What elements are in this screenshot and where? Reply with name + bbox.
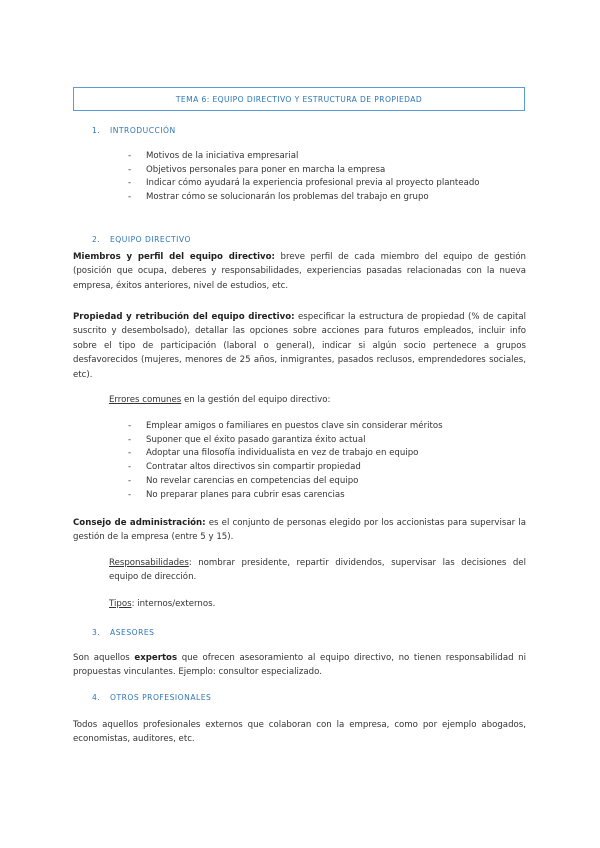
list-item: - Mostrar cómo se solucionarán los problemas del trabajo en grupo	[128, 191, 480, 205]
section-title: OTROS PROFESIONALES	[110, 693, 212, 702]
list-item: - Emplear amigos o familiares en puestos clave sin considerar méritos	[128, 420, 443, 434]
text-responsabilidades: : nombrar presidente, repartir dividendos, supervisar las decisiones del equipo de dirección.	[109, 558, 526, 583]
text-miembros: breve perfil de cada miembro del equipo de gestión (posición que ocupa, deberes y responsabilidades, experiencias pasadas relacionadas con la nueva empresa, éxitos anteriores, nivel de estudios, etc.	[73, 252, 526, 291]
list-item: - Objetivos personales para poner en marcha la empresa	[128, 164, 480, 178]
term-errores: Errores comunes	[109, 395, 182, 405]
text-consejo: es el conjunto de personas elegido por los accionistas para supervisar la gestión de la empresa (entre 5 y 15).	[73, 518, 526, 543]
section-number: 4.	[92, 693, 101, 702]
list-item: - Indicar cómo ayudará la experiencia profesional previa al proyecto planteado	[128, 177, 480, 191]
text-propiedad: especificar la estructura de propiedad (% de capital suscrito y desembolsado), detallar las opciones sobre acciones para futuros empleados, incluir info sobre el tipo de participación (laboral o general), indicar si algún socio pertenece a grupos desfavorecidos (mujeres, menores de 25 años, inmigrantes, pasados reclusos, emprendedores sociales, etc).	[73, 312, 526, 380]
paragraph-consejo	[73, 516, 526, 545]
section-heading-otros-profesionales	[92, 693, 211, 702]
paragraph-propiedad	[73, 310, 526, 382]
term-responsabilidades: Responsabilidades	[109, 558, 189, 568]
text-asesores-b: que ofrecen asesoramiento al equipo directivo, no tienen responsabilidad ni propuestas vinculantes. Ejemplo: consultor especializado.	[73, 653, 527, 678]
intro-list	[128, 150, 480, 205]
paragraph-responsabilidades	[109, 556, 526, 585]
paragraph-asesores	[73, 651, 526, 680]
section-heading-introduccion	[92, 126, 176, 135]
term-miembros: Miembros y perfil del equipo directivo:	[73, 252, 275, 262]
document-title: TEMA 6: EQUIPO DIRECTIVO Y ESTRUCTURA DE PROPIEDAD	[175, 94, 423, 104]
paragraph-errores	[109, 393, 526, 407]
section-heading-asesores	[92, 628, 155, 637]
section-title: EQUIPO DIRECTIVO	[110, 235, 191, 244]
document-title-box	[73, 87, 525, 111]
text-otros: Todos aquellos profesionales externos que colaboran con la empresa, como por ejemplo abogados, economistas, auditores, etc.	[73, 720, 526, 745]
list-item: - No preparar planes para cubrir esas carencias	[128, 489, 443, 503]
section-title: INTRODUCCIÓN	[110, 126, 176, 135]
term-expertos: expertos	[134, 653, 178, 663]
term-tipos: Tipos	[109, 599, 132, 609]
paragraph-tipos	[109, 597, 526, 611]
list-item: - Contratar altos directivos sin compartir propiedad	[128, 461, 443, 475]
list-item: - Adoptar una filosofía individualista en vez de trabajo en equipo	[128, 447, 443, 461]
term-propiedad: Propiedad y retribución del equipo directivo:	[73, 312, 295, 322]
errores-list	[128, 420, 443, 502]
paragraph-miembros	[73, 250, 526, 293]
term-consejo: Consejo de administración:	[73, 518, 206, 528]
section-number: 3.	[92, 628, 101, 637]
section-title: ASESORES	[110, 628, 155, 637]
list-item: - Suponer que el éxito pasado garantiza éxito actual	[128, 434, 443, 448]
text-tipos: : internos/externos.	[131, 599, 216, 609]
text-asesores-a: Son aquellos	[73, 653, 135, 663]
list-item: - No revelar carencias en competencias del equipo	[128, 475, 443, 489]
list-item: - Motivos de la iniciativa empresarial	[128, 150, 480, 164]
paragraph-otros	[73, 718, 526, 747]
text-errores: en la gestión del equipo directivo:	[181, 395, 331, 405]
section-number: 2.	[92, 235, 101, 244]
section-heading-equipo-directivo	[92, 235, 191, 244]
section-number: 1.	[92, 126, 101, 135]
